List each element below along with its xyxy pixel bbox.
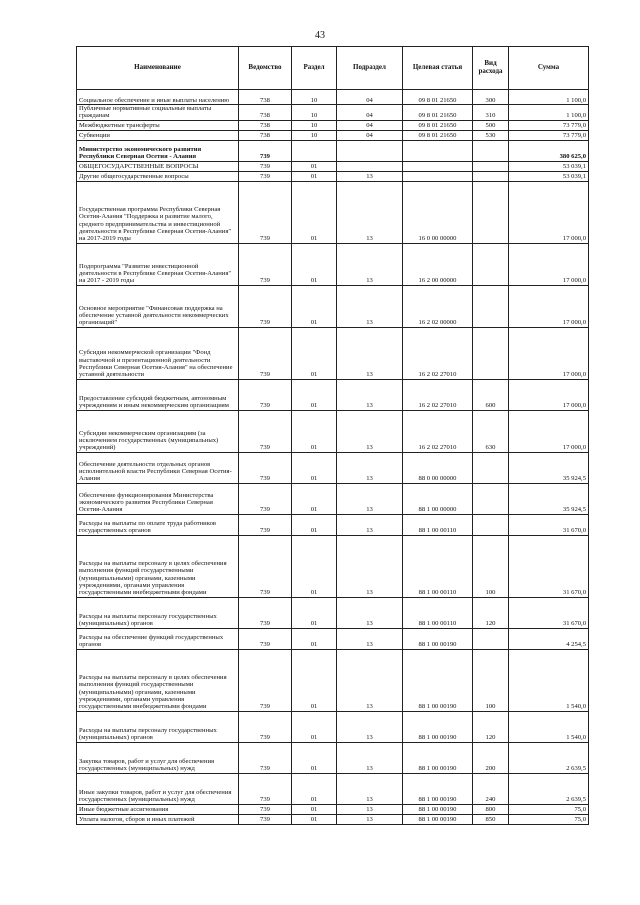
- cell-ved: 739: [239, 181, 292, 243]
- table-row: [77, 90, 589, 105]
- table-row: [77, 181, 589, 243]
- cell-ved: 739: [239, 628, 292, 649]
- cell-vr: 630: [473, 410, 509, 452]
- cell-razdel: 01: [292, 711, 337, 742]
- cell-name: Публичные нормативные социальные выплаты гражданам: [77, 105, 239, 121]
- cell-ved: 738: [239, 105, 292, 121]
- table-row: [77, 452, 589, 483]
- cell-cs: 88 1 00 00190: [403, 628, 473, 649]
- table-row: [77, 130, 589, 140]
- cell-sum: 17 000,0: [509, 327, 589, 379]
- cell-cs: 16 2 00 00000: [403, 243, 473, 285]
- cell-name: ОБЩЕГОСУДАРСТВЕННЫЕ ВОПРОСЫ: [77, 161, 239, 171]
- cell-sum: 53 039,1: [509, 161, 589, 171]
- cell-vr: 600: [473, 379, 509, 410]
- cell-podrazdel: 13: [337, 628, 403, 649]
- cell-podrazdel: 04: [337, 90, 403, 105]
- cell-name: Государственная программа Республики Северная Осетия-Алания "Поддержка и развитие малого, среднего предпринимательства и инвестиционной деятельности в Республике Северная Осетия-Алания" на 2017-2019 годы: [77, 181, 239, 243]
- cell-name: Расходы на выплаты персоналу государственных (муниципальных) органов: [77, 711, 239, 742]
- cell-name: Уплата налогов, сборов и иных платежей: [77, 814, 239, 824]
- cell-ved: 739: [239, 742, 292, 773]
- cell-vr: [473, 161, 509, 171]
- cell-ved: 739: [239, 804, 292, 814]
- cell-sum: 1 100,0: [509, 90, 589, 105]
- cell-name: Предоставление субсидий бюджетным, автономным учреждениям и иным некоммерческим организациям: [77, 379, 239, 410]
- table-row: [77, 140, 589, 161]
- cell-vr: 120: [473, 597, 509, 628]
- page-number: 43: [315, 30, 325, 41]
- cell-ved: 739: [239, 327, 292, 379]
- cell-sum: 31 670,0: [509, 514, 589, 535]
- cell-vr: 240: [473, 773, 509, 804]
- cell-ved: 739: [239, 410, 292, 452]
- cell-name: Социальное обеспечение и иные выплаты населению: [77, 90, 239, 105]
- cell-cs: 88 1 00 00190: [403, 711, 473, 742]
- cell-ved: 739: [239, 285, 292, 327]
- cell-ved: 739: [239, 171, 292, 181]
- cell-cs: [403, 161, 473, 171]
- cell-sum: 17 000,0: [509, 243, 589, 285]
- cell-razdel: 01: [292, 285, 337, 327]
- cell-podrazdel: 13: [337, 171, 403, 181]
- cell-vr: [473, 483, 509, 514]
- cell-razdel: 10: [292, 120, 337, 130]
- header-cs: Целевая статья: [403, 47, 473, 90]
- cell-sum: 1 540,0: [509, 649, 589, 711]
- table-row: [77, 327, 589, 379]
- cell-podrazdel: [337, 161, 403, 171]
- cell-sum: 17 000,0: [509, 181, 589, 243]
- cell-vr: 500: [473, 120, 509, 130]
- table-row: [77, 120, 589, 130]
- header-name: Наименование: [77, 47, 239, 90]
- cell-ved: 738: [239, 120, 292, 130]
- table-row: [77, 535, 589, 597]
- table-row: [77, 742, 589, 773]
- cell-razdel: 01: [292, 171, 337, 181]
- cell-podrazdel: 13: [337, 514, 403, 535]
- cell-vr: 120: [473, 711, 509, 742]
- cell-name: Расходы на обеспечение функций государственных органов: [77, 628, 239, 649]
- cell-podrazdel: 13: [337, 181, 403, 243]
- cell-sum: 73 779,0: [509, 120, 589, 130]
- table-row: [77, 773, 589, 804]
- cell-vr: [473, 514, 509, 535]
- cell-ved: 738: [239, 90, 292, 105]
- cell-razdel: 01: [292, 628, 337, 649]
- header-podrazdel: Подраздел: [337, 47, 403, 90]
- cell-podrazdel: 13: [337, 649, 403, 711]
- header-ved: Ведомство: [239, 47, 292, 90]
- cell-razdel: 01: [292, 597, 337, 628]
- cell-razdel: [292, 140, 337, 161]
- cell-razdel: 10: [292, 90, 337, 105]
- cell-name: Другие общегосударственные вопросы: [77, 171, 239, 181]
- table-row: [77, 649, 589, 711]
- cell-razdel: 01: [292, 649, 337, 711]
- cell-vr: [473, 171, 509, 181]
- cell-cs: 16 0 00 00000: [403, 181, 473, 243]
- cell-podrazdel: 13: [337, 327, 403, 379]
- cell-vr: [473, 327, 509, 379]
- cell-name: Подпрограмма "Развитие инвестиционной деятельности в Республике Северная Осетия-Алания" на 2017 - 2019 годы: [77, 243, 239, 285]
- cell-name: Расходы на выплаты персоналу в целях обеспечения выполнения функций государственными (муниципальными) органами, казенными учреждениями, органами управления государственными внебюджетными фондами: [77, 535, 239, 597]
- cell-name: Министерство экономического развития Республики Северная Осетия - Алания: [77, 140, 239, 161]
- cell-sum: 17 000,0: [509, 285, 589, 327]
- cell-sum: 2 639,5: [509, 742, 589, 773]
- cell-ved: 739: [239, 483, 292, 514]
- cell-vr: 800: [473, 804, 509, 814]
- cell-vr: [473, 285, 509, 327]
- cell-ved: 739: [239, 597, 292, 628]
- cell-name: Закупка товаров, работ и услуг для обеспечения государственных (муниципальных) нужд: [77, 742, 239, 773]
- cell-razdel: 01: [292, 181, 337, 243]
- cell-sum: 2 639,5: [509, 773, 589, 804]
- cell-cs: 16 2 02 27010: [403, 379, 473, 410]
- header-sum: Сумма: [509, 47, 589, 90]
- cell-sum: 53 039,1: [509, 171, 589, 181]
- cell-podrazdel: 13: [337, 711, 403, 742]
- table-row: [77, 483, 589, 514]
- cell-name: Субвенции: [77, 130, 239, 140]
- cell-cs: 09 8 01 21650: [403, 120, 473, 130]
- cell-podrazdel: 13: [337, 773, 403, 804]
- cell-podrazdel: 13: [337, 597, 403, 628]
- cell-razdel: 01: [292, 327, 337, 379]
- cell-sum: 17 000,0: [509, 410, 589, 452]
- cell-cs: 88 0 00 00000: [403, 452, 473, 483]
- cell-vr: 100: [473, 649, 509, 711]
- cell-cs: 88 1 00 00190: [403, 804, 473, 814]
- cell-sum: 73 779,0: [509, 130, 589, 140]
- cell-cs: 88 1 00 00190: [403, 773, 473, 804]
- cell-podrazdel: 04: [337, 120, 403, 130]
- cell-cs: 88 1 00 00190: [403, 649, 473, 711]
- cell-cs: 09 8 01 21650: [403, 90, 473, 105]
- cell-vr: [473, 243, 509, 285]
- cell-name: Межбюджетные трансферты: [77, 120, 239, 130]
- cell-razdel: 10: [292, 130, 337, 140]
- cell-podrazdel: 13: [337, 804, 403, 814]
- cell-podrazdel: 13: [337, 285, 403, 327]
- cell-podrazdel: 13: [337, 243, 403, 285]
- cell-cs: 16 2 02 00000: [403, 285, 473, 327]
- cell-name: Обеспечение деятельности отдельных органов исполнительной власти Республики Северная Осетия-Алания: [77, 452, 239, 483]
- cell-razdel: 01: [292, 773, 337, 804]
- cell-cs: 88 1 00 00110: [403, 597, 473, 628]
- cell-podrazdel: 13: [337, 814, 403, 824]
- cell-vr: [473, 181, 509, 243]
- table-row: [77, 628, 589, 649]
- cell-podrazdel: 13: [337, 379, 403, 410]
- cell-razdel: 01: [292, 410, 337, 452]
- table-row: [77, 514, 589, 535]
- cell-sum: 75,0: [509, 804, 589, 814]
- cell-sum: 35 924,5: [509, 483, 589, 514]
- cell-cs: 88 1 00 00110: [403, 514, 473, 535]
- cell-vr: [473, 140, 509, 161]
- cell-name: Субсидии некоммерческим организациям (за исключением государственных (муниципальных) учреждений): [77, 410, 239, 452]
- cell-sum: 4 254,5: [509, 628, 589, 649]
- cell-ved: 739: [239, 649, 292, 711]
- table-row: [77, 597, 589, 628]
- table-row: [77, 410, 589, 452]
- table-row: [77, 814, 589, 824]
- cell-ved: 739: [239, 711, 292, 742]
- cell-ved: 739: [239, 161, 292, 171]
- cell-vr: 850: [473, 814, 509, 824]
- table-row: [77, 161, 589, 171]
- cell-vr: 200: [473, 742, 509, 773]
- cell-razdel: 01: [292, 161, 337, 171]
- cell-vr: 530: [473, 130, 509, 140]
- cell-razdel: 01: [292, 452, 337, 483]
- cell-podrazdel: 13: [337, 452, 403, 483]
- cell-razdel: 01: [292, 243, 337, 285]
- cell-name: Иные бюджетные ассигнования: [77, 804, 239, 814]
- cell-name: Обеспечение функционирования Министерства экономического развития Республики Северная Осетия-Алания: [77, 483, 239, 514]
- table-row: [77, 285, 589, 327]
- cell-sum: 35 924,5: [509, 452, 589, 483]
- header-vr: Вид расхода: [473, 47, 509, 90]
- cell-cs: [403, 171, 473, 181]
- cell-razdel: 01: [292, 379, 337, 410]
- cell-podrazdel: [337, 140, 403, 161]
- cell-cs: 88 1 00 00190: [403, 814, 473, 824]
- cell-sum: 380 625,0: [509, 140, 589, 161]
- cell-razdel: 01: [292, 483, 337, 514]
- cell-ved: 739: [239, 773, 292, 804]
- budget-table: [76, 46, 589, 825]
- cell-sum: 17 000,0: [509, 379, 589, 410]
- table-row: [77, 171, 589, 181]
- cell-sum: 75,0: [509, 814, 589, 824]
- cell-razdel: 01: [292, 514, 337, 535]
- cell-ved: 739: [239, 243, 292, 285]
- cell-podrazdel: 13: [337, 742, 403, 773]
- cell-cs: 88 1 00 00190: [403, 742, 473, 773]
- cell-ved: 739: [239, 814, 292, 824]
- cell-razdel: 01: [292, 814, 337, 824]
- cell-cs: 16 2 02 27010: [403, 327, 473, 379]
- cell-sum: 31 670,0: [509, 597, 589, 628]
- cell-vr: 310: [473, 105, 509, 121]
- cell-ved: 738: [239, 130, 292, 140]
- cell-vr: 300: [473, 90, 509, 105]
- cell-razdel: 01: [292, 535, 337, 597]
- cell-cs: 16 2 02 27010: [403, 410, 473, 452]
- cell-name: Иные закупки товаров, работ и услуг для обеспечения государственных (муниципальных) нужд: [77, 773, 239, 804]
- table-row: [77, 711, 589, 742]
- table-row: [77, 243, 589, 285]
- cell-ved: 739: [239, 514, 292, 535]
- table-row: [77, 105, 589, 121]
- cell-name: Основное мероприятие "Финансовая поддержка на обеспечение уставной деятельности некоммерческих организаций": [77, 285, 239, 327]
- cell-ved: 739: [239, 379, 292, 410]
- cell-vr: [473, 452, 509, 483]
- cell-sum: 1 100,0: [509, 105, 589, 121]
- cell-cs: [403, 140, 473, 161]
- cell-cs: 09 8 01 21650: [403, 105, 473, 121]
- cell-vr: [473, 628, 509, 649]
- cell-sum: 1 540,0: [509, 711, 589, 742]
- cell-sum: 31 670,0: [509, 535, 589, 597]
- cell-name: Субсидия некоммерческой организации "Фонд выставочной и презентационной деятельности Республики Северная Осетия-Алания" на обеспечение уставной деятельности: [77, 327, 239, 379]
- cell-name: Расходы на выплаты по оплате труда работников государственных органов: [77, 514, 239, 535]
- cell-name: Расходы на выплаты персоналу государственных (муниципальных) органов: [77, 597, 239, 628]
- cell-podrazdel: 13: [337, 535, 403, 597]
- cell-ved: 739: [239, 140, 292, 161]
- cell-cs: 09 8 01 21650: [403, 130, 473, 140]
- header-razdel: Раздел: [292, 47, 337, 90]
- cell-cs: 88 1 00 00000: [403, 483, 473, 514]
- cell-vr: 100: [473, 535, 509, 597]
- cell-cs: 88 1 00 00110: [403, 535, 473, 597]
- cell-ved: 739: [239, 452, 292, 483]
- table-row: [77, 379, 589, 410]
- table-row: [77, 804, 589, 814]
- cell-podrazdel: 13: [337, 410, 403, 452]
- cell-name: Расходы на выплаты персоналу в целях обеспечения выполнения функций государственными (муниципальными) органами, казенными учреждениями, органами управления государственными внебюджетными фондами: [77, 649, 239, 711]
- cell-podrazdel: 13: [337, 483, 403, 514]
- cell-razdel: 01: [292, 804, 337, 814]
- cell-podrazdel: 04: [337, 130, 403, 140]
- cell-razdel: 01: [292, 742, 337, 773]
- cell-ved: 739: [239, 535, 292, 597]
- cell-podrazdel: 04: [337, 105, 403, 121]
- cell-razdel: 10: [292, 105, 337, 121]
- table-header-row: [77, 47, 589, 90]
